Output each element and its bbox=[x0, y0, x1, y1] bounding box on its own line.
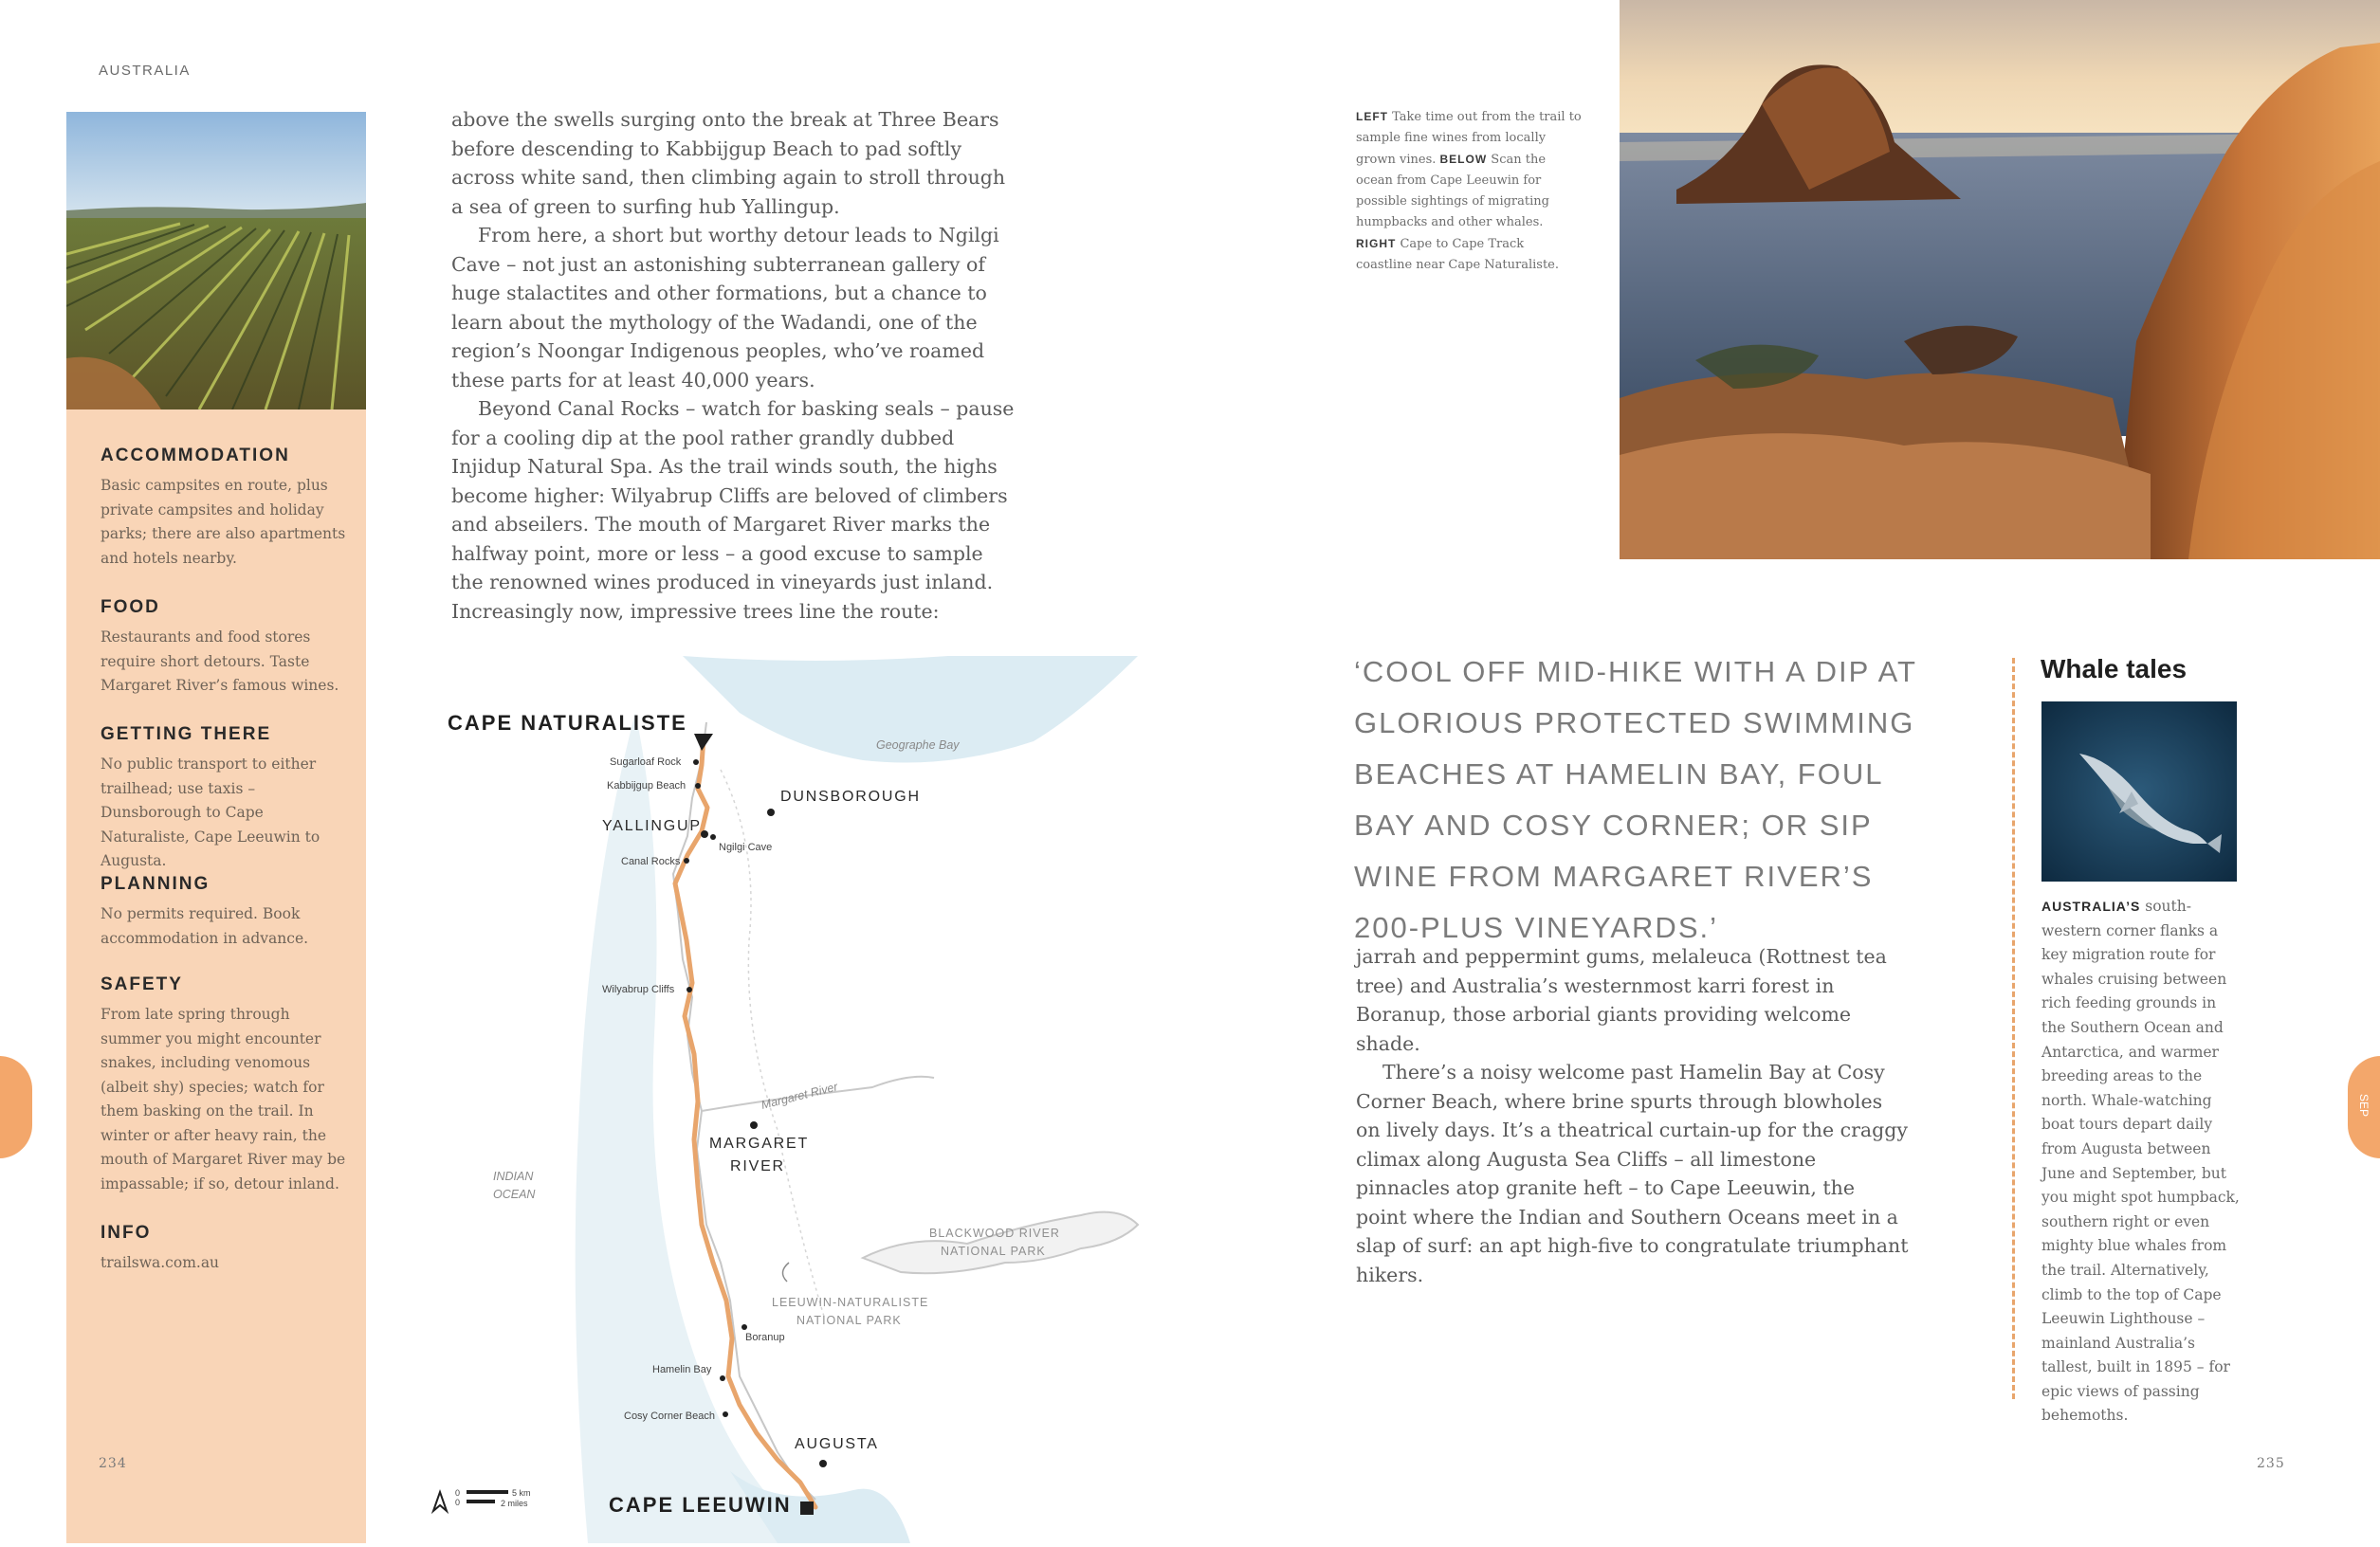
body-column-right bbox=[1356, 942, 1911, 1289]
map-label-blackwood-park: NATIONAL PARK bbox=[941, 1245, 1046, 1258]
body-paragraph: There’s a noisy welcome past Hamelin Bay at Cosy Corner Beach, where brine spurts through blowholes on lively days. It’s a theatrical curtain-up for the craggy climax along Augusta Sea Cliffs – all limestone pinnacles atop granite heft – to Cape Leeuwin, the point where the Indian and Southern Oceans meet in a slap of surf: an apt high-five to congratulate triumphant hikers. bbox=[1356, 1061, 1909, 1286]
scale-zero-mi: 0 bbox=[455, 1498, 461, 1507]
map-label-lnnp: LEEUWIN-NATURALISTE bbox=[772, 1296, 929, 1309]
map-label-hamelin: Hamelin Bay bbox=[652, 1364, 712, 1375]
marker-cosy-corner bbox=[723, 1411, 728, 1417]
marker-dunsborough bbox=[767, 809, 775, 816]
scale-km: 5 km bbox=[512, 1488, 531, 1498]
trailend-square-icon bbox=[800, 1502, 814, 1515]
marker-margaret-river bbox=[750, 1121, 758, 1129]
map-label-cape-naturaliste: CAPE NATURALISTE bbox=[448, 711, 687, 735]
sidebar-heading: FOOD bbox=[101, 597, 160, 617]
body-paragraph: Beyond Canal Rocks – watch for basking seals – pause for a cooling dip at the pool rather grandly dubbed Injidup Natural Spa. As the trail winds south, the highs become higher: Wilyabrup Cliffs are beloved of climbers and abseilers. The mouth of Margaret River marks the halfway point, more or less – a good excuse to sample the renowned wines produced in vineyards just inland. Increasingly now, impressive trees line the route: bbox=[451, 397, 1015, 623]
scale-zero-km: 0 bbox=[455, 1488, 461, 1498]
sidebar-section-food bbox=[101, 597, 347, 699]
body-paragraph: jarrah and peppermint gums, melaleuca (Rottnest tea tree) and Australia’s westernmost karri forest in Boranup, those arborial giants providing welcome shade. bbox=[1356, 945, 1887, 1055]
marker-yallingup bbox=[701, 830, 708, 838]
map-label-augusta: AUGUSTA bbox=[795, 1436, 879, 1452]
sidebar-text: Restaurants and food stores require short detours. Taste Margaret River’s famous wines. bbox=[101, 628, 339, 694]
whale-box-text bbox=[2041, 895, 2243, 1429]
marker-boranup bbox=[741, 1324, 747, 1330]
blackwood-park-area bbox=[863, 1212, 1138, 1274]
caption-text: Scan the ocean from Cape Leeuwin for possible sightings of migrating humpbacks and other whales. bbox=[1356, 153, 1549, 229]
body-paragraph: above the swells surging onto the break at Three Bears before descending to Kabbijgup Beach to pad softly across white sand, then climbing again to stroll through a sea of green to surfing hub Yallingup. bbox=[451, 108, 1006, 218]
body-paragraph: From here, a short but worthy detour leads to Ngilgi Cave – not just an astonishing subterranean gallery of huge stalactites and other formations, but a chance to learn about the mythology of the Wadandi, one of the region’s Noongar Indigenous peoples, who’ve roamed these parts for at least 40,000 years. bbox=[451, 224, 999, 391]
sidebar-section-accommodation bbox=[101, 446, 347, 571]
north-arrow-icon bbox=[433, 1492, 447, 1511]
whale-box-title: Whale tales bbox=[2041, 654, 2188, 683]
map-label-indian: INDIAN bbox=[493, 1170, 534, 1183]
marker-canal-rocks bbox=[684, 858, 689, 864]
map-label-geographe-bay: Geographe Bay bbox=[876, 738, 960, 752]
map-label-river: RIVER bbox=[730, 1158, 785, 1174]
marker-augusta bbox=[819, 1460, 827, 1467]
map-label-cosy-corner: Cosy Corner Beach bbox=[624, 1410, 715, 1422]
map-label-dunsborough: DUNSBOROUGH bbox=[780, 789, 921, 805]
caption-text: Take time out from the trail to sample fine wines from locally grown vines. bbox=[1356, 110, 1582, 167]
sidebar-heading: GETTING THERE bbox=[101, 724, 272, 744]
map-label-sugarloaf: Sugarloaf Rock bbox=[610, 756, 682, 768]
sidebar-section-safety bbox=[101, 974, 347, 1196]
page-number-left: 234 bbox=[99, 1456, 127, 1471]
box-divider-line bbox=[2012, 658, 2015, 1399]
sidebar-text: No permits required. Book accommodation in advance. bbox=[101, 905, 309, 947]
caption-tag: RIGHT bbox=[1356, 237, 1397, 250]
map-label-lnnp-park: NATIONAL PARK bbox=[796, 1314, 902, 1327]
map-label-ngilgi: Ngilgi Cave bbox=[719, 842, 773, 853]
map-label-kabbijgup: Kabbijgup Beach bbox=[607, 780, 687, 792]
month-tab-right bbox=[2348, 1056, 2380, 1158]
sidebar-section-planning bbox=[101, 874, 347, 951]
marker-kabbijgup bbox=[695, 783, 701, 789]
vineyard-photo bbox=[66, 112, 366, 410]
section-label: AUSTRALIA bbox=[99, 63, 191, 79]
map-label-ocean: OCEAN bbox=[493, 1188, 536, 1201]
whale-photo bbox=[2041, 701, 2237, 882]
coastal-rock-photo-art bbox=[1620, 0, 2380, 559]
sidebar-heading: PLANNING bbox=[101, 874, 211, 894]
month-tab-right-label: SEP bbox=[2357, 1094, 2371, 1118]
marker-wilyabrup bbox=[687, 987, 692, 992]
sidebar-text: No public transport to either trailhead; use taxis – Dunsborough to Cape Naturaliste, Cape Leeuwin to Augusta. bbox=[101, 755, 320, 869]
map-label-canal-rocks: Canal Rocks bbox=[621, 856, 681, 867]
photo-caption bbox=[1356, 106, 1584, 276]
whale-photo-art bbox=[2041, 701, 2237, 882]
marker-ngilgi bbox=[710, 834, 716, 840]
map-label-margaret: MARGARET bbox=[709, 1136, 810, 1152]
map-label-wilyabrup: Wilyabrup Cliffs bbox=[602, 984, 675, 995]
caption-tag: BELOW bbox=[1439, 153, 1488, 166]
coastal-rock-photo bbox=[1620, 0, 2380, 559]
trail-map-svg bbox=[417, 656, 1195, 1543]
caption-tag: LEFT bbox=[1356, 110, 1388, 123]
park-pointer-arrow bbox=[782, 1263, 789, 1282]
whale-box-body: south-western corner flanks a key migration route for whales cruising between rich feeding grounds in the Southern Ocean and Antarctica, and warmer breeding areas to the north. Whale-watching boat tours depart daily from Augusta between June and September, but you might spot humpback, southern right or even mighty blue whales from the trail. Alternatively, climb to the top of Cape Leeuwin Lighthouse – mainland Australia’s tallest, built in 1895 – for epic views of passing behemoths. bbox=[2041, 898, 2240, 1425]
sidebar-section-info bbox=[101, 1223, 347, 1276]
sidebar-heading: SAFETY bbox=[101, 974, 183, 994]
sidebar-section-getting-there bbox=[101, 724, 347, 874]
marker-sugarloaf bbox=[693, 759, 699, 765]
map-label-blackwood: BLACKWOOD RIVER bbox=[929, 1227, 1060, 1240]
map-label-boranup: Boranup bbox=[745, 1332, 785, 1343]
sidebar-text: From late spring through summer you might encounter snakes, including venomous (albeit shy) species; watch for them basking on the trail. In winter or after heavy rain, the mouth of Margaret River may be impassable; if so, detour inland. bbox=[101, 1006, 346, 1192]
sidebar-text: trailswa.com.au bbox=[101, 1254, 220, 1271]
sidebar-text: Basic campsites en route, plus private campsites and holiday parks; there are also apartments and hotels nearby. bbox=[101, 477, 346, 567]
pull-quote: ‘COOL OFF MID-HIKE WITH A DIP AT GLORIOUS PROTECTED SWIMMING BEACHES AT HAMELIN BAY, FOUL BAY AND COSY CORNER; OR SIP WINE FROM MARGARET RIVER’S 200-PLUS VINEYARDS.’ bbox=[1354, 655, 1917, 944]
sidebar-heading: ACCOMMODATION bbox=[101, 446, 290, 465]
month-tab-left bbox=[0, 1056, 32, 1158]
scale-miles: 2 miles bbox=[501, 1499, 528, 1508]
caption-text: Cape to Cape Track coastline near Cape Naturaliste. bbox=[1356, 237, 1559, 272]
map-label-margaret-river-water: Margaret River bbox=[760, 1080, 839, 1112]
sidebar-heading: INFO bbox=[101, 1223, 152, 1243]
map-label-yallingup: YALLINGUP bbox=[602, 818, 702, 834]
page-number-right: 235 bbox=[2257, 1456, 2285, 1471]
trail-map bbox=[417, 656, 1195, 1543]
whale-box-lead: AUSTRALIA’S bbox=[2041, 899, 2141, 914]
marker-hamelin bbox=[720, 1375, 725, 1381]
vineyard-photo-art bbox=[66, 112, 366, 410]
map-label-cape-leeuwin: CAPE LEEUWIN bbox=[609, 1493, 792, 1517]
body-column-left bbox=[451, 105, 1020, 626]
